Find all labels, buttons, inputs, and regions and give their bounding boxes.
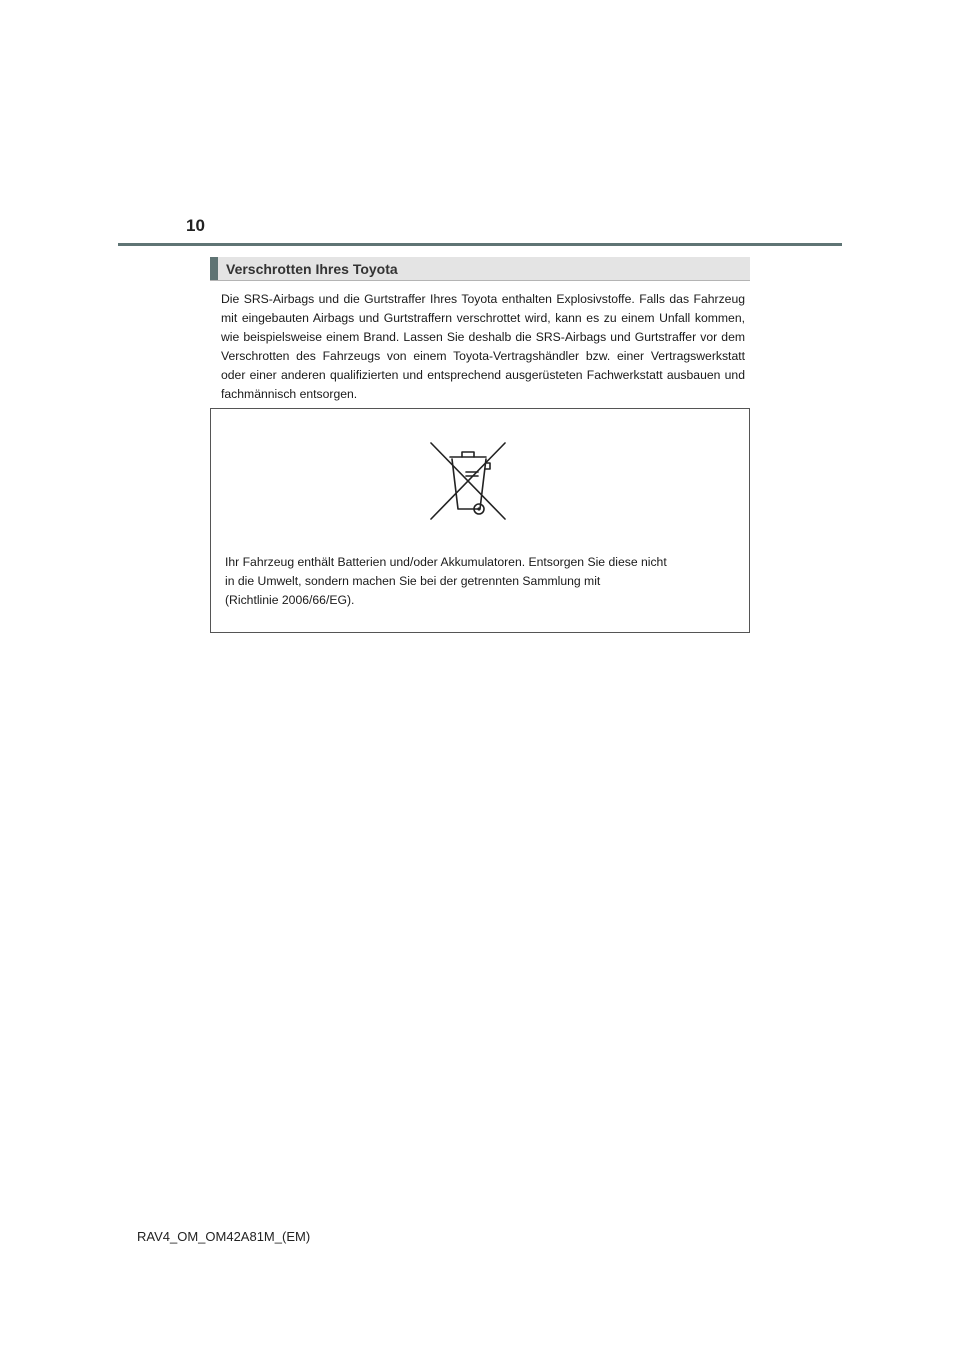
notice-line: Ihr Fahrzeug enthält Batterien und/oder Akkumulatoren. Entsorgen Sie diese nicht [225, 555, 667, 569]
section-heading [210, 257, 750, 281]
page-number: 10 [186, 216, 205, 235]
crossed-out-wheelie-bin-icon [428, 439, 508, 521]
notice-line: (Richtlinie 2006/66/EG). [225, 593, 355, 607]
section-heading-accent-bar [210, 257, 218, 280]
battery-disposal-notice [210, 408, 750, 633]
section-body-text: Die SRS-Airbags und die Gurtstraffer Ihres Toyota enthalten Explosivstoffe. Falls das Fahrzeug mit eingebauten Airbags und Gurtstraffern verschrottet wird, kann es zu einem Unfall kommen, wie beispielsweise einem Brand. Lassen Sie deshalb die SRS-Airbags und Gurtstraffer vor dem Verschrotten des Fahrzeugs von einem Toyota-Vertragshändler bzw. einer Vertragswerkstatt oder einer anderen qualifizierten und entsprechend ausgerüsteten Fachwerkstatt ausbauen und fachmännisch entsorgen. [221, 292, 745, 401]
footer-document-code: RAV4_OM_OM42A81M_(EM) [137, 1229, 311, 1244]
notice-text [225, 553, 735, 610]
header-rule [118, 243, 842, 246]
section-title: Verschrotten Ihres Toyota [226, 261, 398, 277]
notice-line: in die Umwelt, sondern machen Sie bei der getrennten Sammlung mit [225, 574, 601, 588]
